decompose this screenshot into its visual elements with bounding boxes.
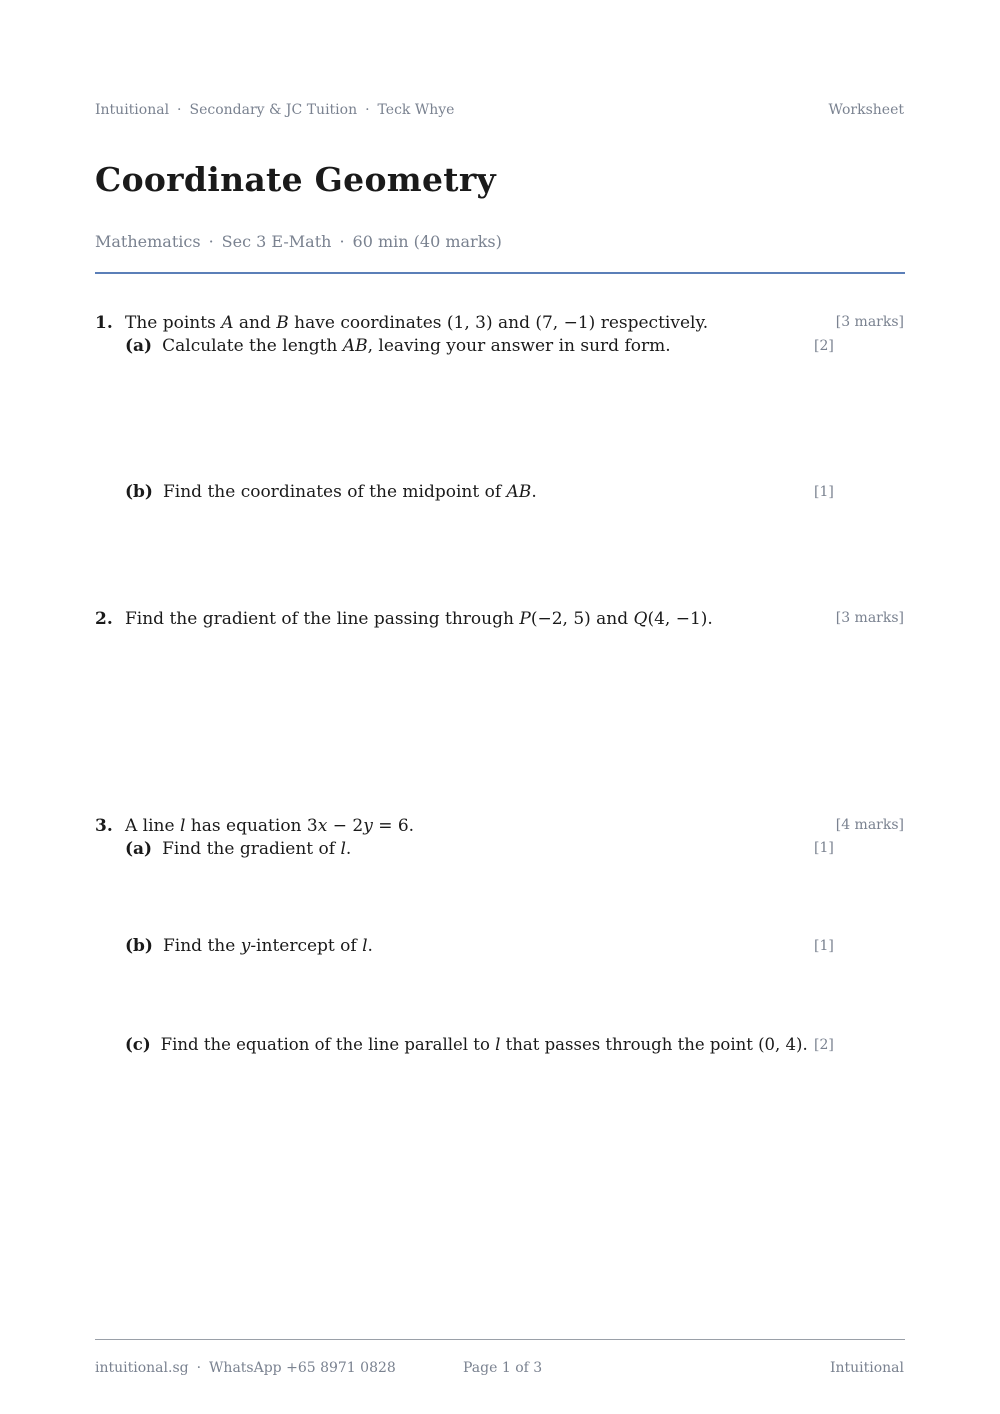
question-1b-text: (b) Find the coordinates of the midpoint of AB. [125,482,537,502]
question-3b-marks: [1] [814,938,834,954]
question-1-marks: [3 marks] [835,314,904,330]
meta-level: Sec 3 E-Math [221,232,332,251]
worksheet-meta: Mathematics · Sec 3 E-Math · 60 min (40 marks) [95,232,502,251]
question-3c-marks: [2] [814,1037,834,1053]
question-1b-marks: [1] [814,484,834,500]
footer-divider [95,1339,905,1340]
brand-location: Teck Whye [377,102,455,118]
part-label: (b) [125,936,153,956]
whatsapp-contact: WhatsApp +65 8971 0828 [209,1360,396,1376]
brand-name: Intuitional [95,102,170,118]
question-3-marks: [4 marks] [835,817,904,833]
question-2-stem: 2. Find the gradient of the line passing through P(−2, 5) and Q(4, −1). [95,609,713,629]
meta-duration: 60 min (40 marks) [352,232,502,251]
website-link[interactable]: intuitional.sg [95,1360,189,1376]
part-label: (a) [125,839,153,859]
part-label: (a) [125,336,153,356]
part-label: (b) [125,482,153,502]
question-1-stem: 1. The points A and B have coordinates (1, 3) and (7, −1) respectively. [95,313,709,333]
title-divider [95,272,905,274]
question-3a-text: (a) Find the gradient of l. [125,839,352,859]
page-title: Coordinate Geometry [95,160,496,199]
page-number: Page 1 of 3 [463,1360,543,1376]
doc-type-label: Worksheet [828,102,904,118]
question-number: 1. [95,313,113,333]
meta-subject: Mathematics [95,232,201,251]
question-2-marks: [3 marks] [835,610,904,626]
question-1a-text: (a) Calculate the length AB, leaving your answer in surd form. [125,336,671,356]
question-3b-text: (b) Find the y-intercept of l. [125,936,373,956]
question-number: 2. [95,609,113,629]
footer-left: intuitional.sg · WhatsApp +65 8971 0828 [95,1360,396,1376]
part-label: (c) [125,1035,151,1054]
question-3a-marks: [1] [814,840,834,856]
header-left: Intuitional · Secondary & JC Tuition · Teck Whye [95,102,455,118]
question-1a-marks: [2] [814,338,834,354]
question-3c-text: (c) Find the equation of the line parallel to l that passes through the point (0, 4). [125,1035,808,1054]
question-3-stem: 3. A line l has equation 3x − 2y = 6. [95,816,415,836]
question-number: 3. [95,816,113,836]
footer-brand: Intuitional [829,1360,904,1376]
brand-tagline: Secondary & JC Tuition [189,102,358,118]
